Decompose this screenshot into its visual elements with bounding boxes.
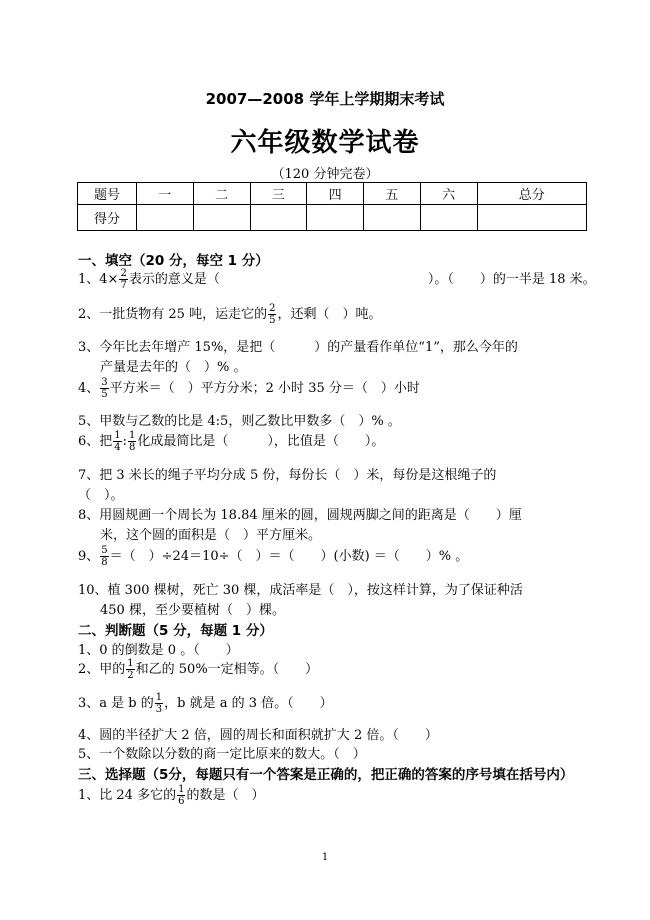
score-header-cell: 一 [137,183,194,205]
question-text: 3、a 是 b 的 [78,696,154,711]
fraction-numerator: 1 [129,430,136,441]
question-text: 2、一批货物有 25 吨，运走它的 [78,307,268,322]
section-heading-fill-in: 一、填空（20 分，每空 1 分） [78,253,269,269]
fraction-numerator: 2 [120,268,127,279]
score-header-cell: 六 [420,183,477,205]
fraction-denominator: 8 [129,442,136,453]
judge-question-4: 4、圆的半径扩大 2 倍，圆的周长和面积就扩大 2 倍。（ ） [78,728,438,743]
exam-title: 六年级数学试卷 [230,128,420,158]
choice-question-1 [78,784,264,807]
question-3-line-2: 产量是去年的（ ）% 。 [100,360,247,375]
score-cell[interactable] [477,205,587,231]
section-heading-true-false: 二、判断题（5 分，每题 1 分） [78,623,273,639]
fraction-numerator: 1 [155,692,163,703]
score-cell[interactable] [137,205,194,231]
score-header-cell: 四 [307,183,364,205]
question-text: 1、比 24 多它的 [78,788,177,803]
ratio-colon: : [122,434,128,449]
fraction [100,545,108,568]
fraction-numerator: 3 [101,377,108,388]
score-cell[interactable] [420,205,477,231]
question-text: 9、 [78,549,100,564]
fraction-denominator: 6 [178,796,185,807]
question-10-line-1: 10、植 300 棵树，死亡 30 棵，成活率是（ ），按这样计算，为了保证种活 [78,583,523,598]
exam-subtitle: 2007—2008 学年上学期期末考试 [205,90,445,108]
judge-question-2 [78,658,318,681]
judge-question-5: 5、一个数除以分数的商一定比原来的数大。（ ） [78,747,366,762]
fraction [119,268,127,291]
question-text: 2、甲的 [78,662,126,677]
fraction [113,430,121,453]
question-text: 和乙的 50%一定相等。（ ） [135,662,319,677]
fraction-numerator: 5 [101,545,108,556]
fraction [128,430,136,453]
question-text: 的数是（ ） [186,788,265,803]
score-row-label: 得分 [78,205,137,231]
question-1 [78,268,596,291]
score-table-header-row [78,183,587,205]
fraction [268,303,276,326]
question-text: 表示的意义是（ ）。（ ）的一半是 18 米。 [128,272,596,287]
question-text: 平方米＝（ ）平方分米；2 小时 35 分＝（ ）小时 [109,381,420,396]
question-text: ，b 就是 a 的 3 倍。（ ） [164,696,333,711]
exam-duration: （120 分钟完卷） [271,167,379,182]
section-heading-multiple-choice: 三、选择题（5分，每题只有一个答案是正确的，把正确的答案的序号填在括号内） [78,767,574,783]
question-8-line-2: 米，这个圆的面积是（ ）平方厘米。 [100,528,322,543]
question-7-line-1: 7、把 3 米长的绳子平均分成 5 份，每份长（ ）米，每份是这根绳子的 [78,468,497,483]
question-7-line-2: （ ）。 [78,488,124,503]
fraction-denominator: 2 [127,670,134,681]
fraction [126,658,134,681]
score-header-cell: 总分 [477,183,587,205]
judge-question-1: 1、0 的倒数是 0 。（ ） [78,643,239,658]
question-6 [78,430,384,453]
score-cell[interactable] [250,205,307,231]
score-cell[interactable] [364,205,421,231]
score-header-cell: 题号 [78,183,137,205]
fraction-numerator: 1 [114,430,121,441]
fraction [100,377,108,400]
fraction-numerator: 1 [178,784,185,795]
judge-question-3 [78,692,333,715]
fraction [155,692,163,715]
score-table [77,182,587,231]
question-text: 化成最简比是（ ），比值是（ ）。 [137,434,385,449]
score-cell[interactable] [193,205,250,231]
question-10-line-2: 450 棵，至少要植树（ ）棵。 [100,603,285,618]
question-5: 5、甲数与乙数的比是 4:5，则乙数比甲数多（ ）% 。 [78,414,401,429]
question-text: 6、把 [78,434,113,449]
score-header-cell: 三 [250,183,307,205]
question-9 [78,545,468,568]
question-3-line-1: 3、今年比去年增产 15%，是把（ ）的产量看作单位“1”，那么今年的 [78,340,518,355]
fraction-numerator: 1 [127,658,134,669]
score-table-score-row [78,205,587,231]
question-text: ＝（ ）÷24＝10÷（ ）＝（ ）(小数) ＝（ ）% 。 [109,549,469,564]
question-text: 4、 [78,381,100,396]
fraction-denominator: 5 [269,315,276,326]
score-header-cell: 二 [193,183,250,205]
question-2 [78,303,381,326]
question-text: 1、4× [78,272,119,287]
question-4 [78,377,420,400]
fraction-denominator: 3 [155,704,163,715]
fraction-denominator: 5 [101,389,108,400]
page-number: 1 [321,852,329,863]
question-8-line-1: 8、用圆规画一个周长为 18.84 厘米的圆，圆规两脚之间的距离是（ ）厘 [78,508,522,523]
fraction-denominator: 7 [120,280,127,291]
fraction-numerator: 2 [269,303,276,314]
score-header-cell: 五 [364,183,421,205]
question-text: ，还剩（ ）吨。 [277,307,382,322]
fraction [177,784,185,807]
fraction-denominator: 4 [114,442,121,453]
score-cell[interactable] [307,205,364,231]
fraction-denominator: 8 [101,557,108,568]
